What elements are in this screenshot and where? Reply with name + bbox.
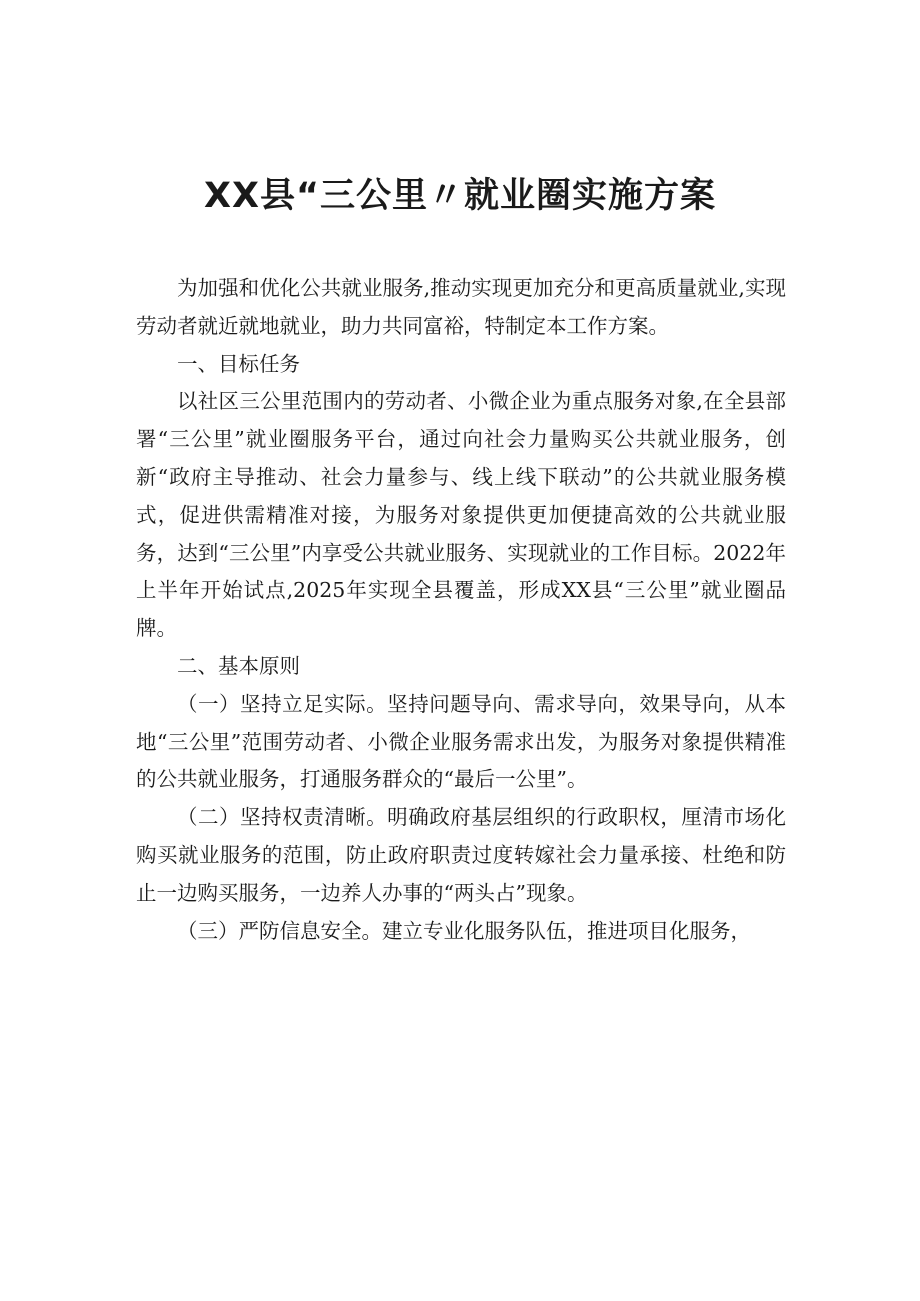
intro-paragraph: 为加强和优化公共就业服务,推动实现更加充分和更高质量就业,实现劳动者就近就地就业，助力共同富裕，特制定本工作方案。 [136,276,786,338]
goals-paragraph: 以社区三公里范围内的劳动者、小微企业为重点服务对象,在全县部署“三公里”就业圈服务平台，通过向社会力量购买公共就业服务，创新“政府主导推动、社会力量参与、线上线下联动”的公共就业服务模式，促进供需精准对接，为服务对象提供更加便捷高效的公共就业服务，达到“三公里”内享受公共就业服务、实现就业的工作目标。2022年上半年开始试点,2025年实现全县覆盖，形成XX县“三公里”就业圈品牌。 [136,389,786,641]
section-heading-goals: 一、目标任务 [177,351,300,376]
document-body [136,270,786,950]
section-heading-principles: 二、基本原则 [177,653,300,678]
principle-paragraph-2: （二）坚持权责清晰。明确政府基层组织的行政职权，厘清市场化购买就业服务的范围，防止政府职责过度转嫁社会力量承接、杜绝和防止一边购买服务，一边养人办事的“两头占”现象。 [136,805,786,905]
principle-paragraph-3: （三）严防信息安全。建立专业化服务队伍，推进项目化服务， [177,918,751,943]
document-title: XX县“三公里〃就业圈实施方案 [204,176,716,216]
principle-paragraph-1: （一）坚持立足实际。坚持问题导向、需求导向，效果导向，从本地“三公里”范围劳动者、小微企业服务需求出发，为服务对象提供精准的公共就业服务，打通服务群众的“最后一公里”。 [136,691,786,792]
